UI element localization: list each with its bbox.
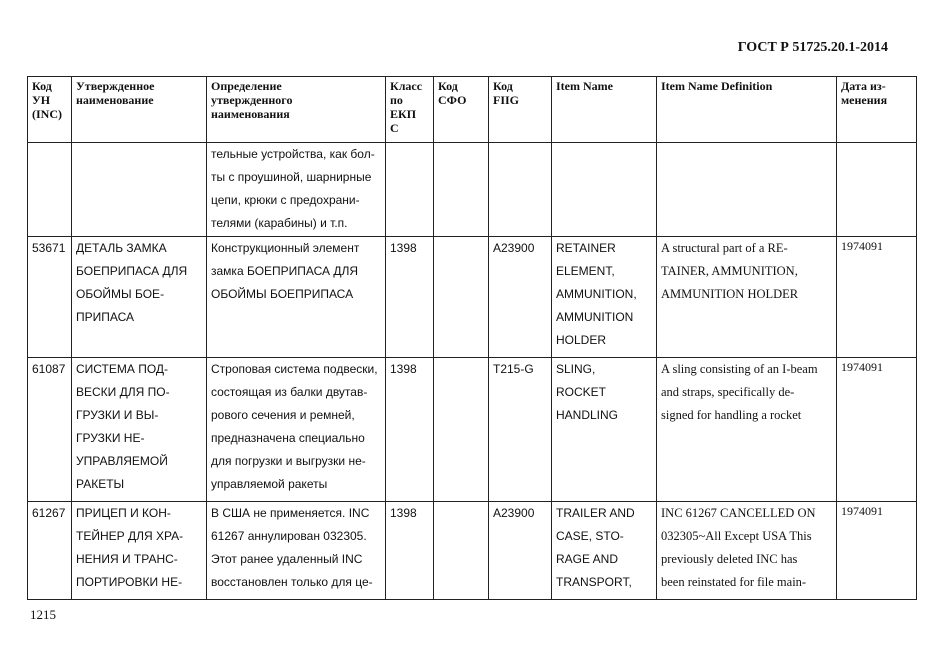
cell-inc: 61267 — [28, 502, 72, 600]
text-line: ОБОЙМЫ БОЕПРИПАСА — [211, 287, 354, 301]
text-line: 61267 аннулирован 032305. — [211, 529, 367, 543]
text-line: состоящая из балки двутав- — [211, 385, 368, 399]
text-line: менения — [841, 93, 888, 107]
cell-date: 1974091 — [837, 237, 917, 358]
text-line: ГРУЗКИ И ВЫ- — [76, 408, 159, 422]
text-line: СИСТЕМА ПОД- — [76, 362, 169, 376]
cell-item-name — [552, 358, 657, 502]
cell-class: 1398 — [386, 237, 434, 358]
text-line: Item Name — [556, 79, 613, 93]
col-approved-name — [72, 77, 207, 143]
page-number: 1215 — [30, 607, 56, 622]
text-line: БОЕПРИПАСА ДЛЯ — [76, 264, 188, 278]
text-line: been reinstated for file main- — [661, 575, 807, 589]
text-line: В США не применяется. INC — [211, 506, 370, 520]
text-line: HANDLING — [556, 408, 619, 422]
text-line: signed for handling a rocket — [661, 408, 802, 422]
text-line: TRANSPORT, — [556, 575, 632, 589]
text-line: Утвержденное — [76, 79, 155, 93]
cell-name — [72, 143, 207, 237]
text-line: Этот ранее удаленный INC — [211, 552, 363, 566]
text-line: AMMUNITION, — [556, 287, 637, 301]
cell-class — [386, 143, 434, 237]
cell-class: 1398 — [386, 502, 434, 600]
text-line: УПРАВЛЯЕМОЙ — [76, 454, 168, 468]
text-line: Строповая система подвески, — [211, 362, 378, 376]
text-line: ROCKET — [556, 385, 607, 399]
text-line: тельные устройства, как бол- — [211, 147, 375, 161]
text-line: Класс — [390, 79, 423, 93]
cell-sfo — [434, 237, 489, 358]
cell-item-definition — [657, 502, 837, 600]
text-line: FIIG — [493, 93, 520, 107]
col-sfo — [434, 77, 489, 143]
text-line: рового сечения и ремней, — [211, 408, 355, 422]
cell-sfo — [434, 143, 489, 237]
text-line: Определение — [211, 79, 282, 93]
cell-definition — [207, 143, 386, 237]
col-change-date — [837, 77, 917, 143]
cell-item-definition — [657, 143, 837, 237]
cell-fiig: T215-G — [489, 358, 552, 502]
text-line: TAINER, AMMUNITION, — [661, 264, 798, 278]
cell-definition — [207, 358, 386, 502]
text-line: РАКЕТЫ — [76, 477, 125, 491]
cell-definition — [207, 237, 386, 358]
table-row — [28, 502, 917, 600]
text-line: СФО — [438, 93, 467, 107]
cell-date: 1974091 — [837, 502, 917, 600]
text-line: ELEMENT, — [556, 264, 615, 278]
text-line: ты с проушиной, шарнирные — [211, 170, 372, 184]
text-line: НЕНИЯ И ТРАНС- — [76, 552, 178, 566]
text-line: восстановлен только для це- — [211, 575, 373, 589]
cell-inc: 53671 — [28, 237, 72, 358]
cell-fiig: A23900 — [489, 237, 552, 358]
text-line: Код — [438, 79, 458, 93]
text-line: Дата из- — [841, 79, 886, 93]
text-line: замка БОЕПРИПАСА ДЛЯ — [211, 264, 359, 278]
cell-inc: 61087 — [28, 358, 72, 502]
text-line: and straps, specifically de- — [661, 385, 795, 399]
cell-definition — [207, 502, 386, 600]
standard-designation: ГОСТ Р 51725.20.1-2014 — [737, 40, 888, 55]
cell-item-name — [552, 237, 657, 358]
text-line: ТЕЙНЕР ДЛЯ ХРА- — [76, 529, 184, 543]
text-line: AMMUNITION — [556, 310, 634, 324]
text-line: Код — [493, 79, 513, 93]
text-line: previously deleted INC has — [661, 552, 798, 566]
col-inc — [28, 77, 72, 143]
cell-sfo — [434, 358, 489, 502]
text-line: 032305~All Except USA This — [661, 529, 812, 543]
text-line: A structural part of a RE- — [661, 241, 788, 255]
cell-name — [72, 502, 207, 600]
header-row — [28, 77, 917, 143]
cell-name — [72, 358, 207, 502]
text-line: RAGE AND — [556, 552, 619, 566]
text-line: AMMUNITION HOLDER — [661, 287, 799, 301]
text-line: SLING, — [556, 362, 596, 376]
text-line: Код — [32, 79, 52, 93]
text-line: предназначена специально — [211, 431, 365, 445]
cell-fiig — [489, 143, 552, 237]
text-line: HOLDER — [556, 333, 607, 347]
table-row — [28, 143, 917, 237]
cell-item-definition — [657, 237, 837, 358]
text-line: ЕКП — [390, 107, 417, 121]
table-row — [28, 358, 917, 502]
cell-fiig: A23900 — [489, 502, 552, 600]
text-line: Item Name Definition — [661, 79, 773, 93]
text-line: телями (карабины) и т.п. — [211, 216, 348, 230]
col-item-definition — [657, 77, 837, 143]
text-line: ПРИПАСА — [76, 310, 135, 324]
cell-class: 1398 — [386, 358, 434, 502]
text-line: управляемой ракеты — [211, 477, 328, 491]
text-line: INC 61267 CANCELLED ON — [661, 506, 816, 520]
col-fiig — [489, 77, 552, 143]
text-line: ПРИЦЕП И КОН- — [76, 506, 171, 520]
cell-item-name — [552, 143, 657, 237]
text-line: С — [390, 121, 399, 135]
catalog-table — [27, 76, 917, 600]
text-line: наименование — [76, 93, 154, 107]
text-line: ВЕСКИ ДЛЯ ПО- — [76, 385, 170, 399]
text-line: для погрузки и выгрузки не- — [211, 454, 366, 468]
text-line: ГРУЗКИ НЕ- — [76, 431, 145, 445]
cell-date — [837, 143, 917, 237]
text-line: (INC) — [32, 107, 62, 121]
text-line: УН — [32, 93, 51, 107]
cell-item-definition — [657, 358, 837, 502]
text-line: ПОРТИРОВКИ НЕ- — [76, 575, 183, 589]
cell-sfo — [434, 502, 489, 600]
text-line: по — [390, 93, 403, 107]
text-line: утвержденного — [211, 93, 293, 107]
col-class — [386, 77, 434, 143]
col-definition — [207, 77, 386, 143]
text-line: Конструкционный элемент — [211, 241, 360, 255]
text-line: A sling consisting of an I-beam — [661, 362, 818, 376]
text-line: RETAINER — [556, 241, 616, 255]
text-line: цепи, крюки с предохрани- — [211, 193, 360, 207]
col-item-name — [552, 77, 657, 143]
table-row — [28, 237, 917, 358]
cell-name — [72, 237, 207, 358]
text-line: TRAILER AND — [556, 506, 635, 520]
cell-date: 1974091 — [837, 358, 917, 502]
text-line: наименования — [211, 107, 290, 121]
text-line: CASE, STO- — [556, 529, 624, 543]
cell-item-name — [552, 502, 657, 600]
cell-inc — [28, 143, 72, 237]
text-line: ДЕТАЛЬ ЗАМКА — [76, 241, 167, 255]
text-line: ОБОЙМЫ БОЕ- — [76, 287, 165, 301]
